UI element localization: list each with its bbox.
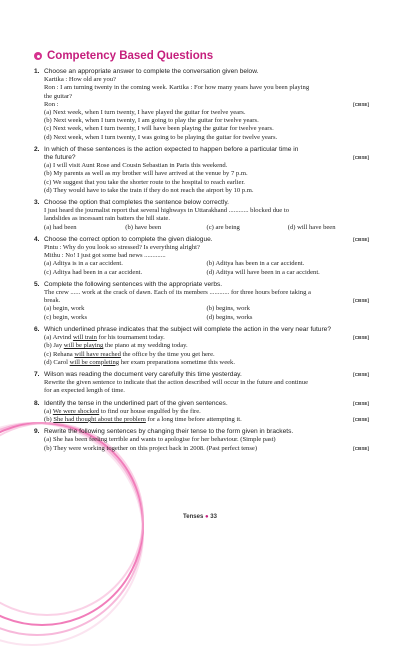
option-c: (c) Rehana will have reached the office by the time you get here. [44,350,215,358]
dialogue-line: Kartika : How old are you? [44,76,116,84]
sentence-line: The crew ...... work at the crack of dawn. Each of its members ............ for three hours before taking a [44,289,311,297]
dialogue-line: the guitar? [44,92,73,100]
question-4 [34,236,369,277]
cbse-tag: [CBSE] [353,400,369,406]
cbse-tag: [CBSE] [353,298,369,304]
option-c: (c) Next week, when I turn twenty, I will have been playing the guitar for twelve years. [44,125,274,133]
question-text: Choose the option that completes the sentence below correctly. [44,199,229,207]
question-8 [34,400,369,425]
question-number: 8. [34,399,40,407]
chapter-name: Tenses [183,514,204,520]
dialogue-line: Pintu : Why do you look so stressed? Is everything alright? [44,244,200,252]
option-b: (b) My parents as well as my brother will have arrived at the venue by 7 p.m. [44,170,248,178]
question-number: 3. [34,199,40,207]
page-footer [0,514,400,520]
option-b: (b) begins, work [206,305,250,313]
option-a: (a) Aditya is in a car accident. [44,260,123,268]
cbse-tag: [CBSE] [353,335,369,341]
question-text: Rewrite the following sentences by changing their tense to the form given in brackets. [44,428,294,436]
page-number: 33 [210,514,217,520]
option-a: (a) had been [44,223,77,231]
question-number: 4. [34,235,40,243]
dialogue-line: Ron : I am turning twenty in the coming week. Kartika : For how many years have you been playing [44,84,310,92]
question-text: In which of these sentences is the action expected to happen before a particular time in [44,145,299,153]
section-title: Competency Based Questions [47,50,214,62]
option-a: (a) We were shocked to find our house engulfed by the fire. [44,407,201,415]
option-c: (c) We suggest that you take the shorter route to the hospital to reach earlier. [44,178,245,186]
option-b: (b) Aditya has been in a car accident. [206,260,305,268]
cbse-tag: [CBSE] [353,371,369,377]
option-b: (b) She had thought about the problem for a long time before attempting it. [44,415,242,423]
dialogue-line: Mithu : No! I just got some bad news ............. [44,252,166,260]
option-d: (d) will have been [287,223,336,231]
question-3 [34,199,369,232]
question-number: 9. [34,428,40,436]
sentence-line: landslides as incessant rain batters the hill state. [44,215,170,223]
cbse-tag: [CBSE] [353,155,369,161]
question-text: Wilson was reading the document very carefully this time yesterday. [44,370,242,378]
sentence-line: break. [44,297,61,305]
decorative-arc [0,422,144,636]
worksheet [34,50,369,453]
cbse-tag: [CBSE] [353,236,369,242]
question-number: 2. [34,145,40,153]
cbse-tag: [CBSE] [353,416,369,422]
option-b: (b) They were working together on this project back in 2008. (Past perfect tense) [44,444,258,452]
question-9 [34,428,369,453]
question-text: Which underlined phrase indicates that the subject will complete the action in the very near future? [44,325,331,333]
option-d: (d) Carol will be completing her exam preparations sometime this week. [44,358,235,366]
option-a: (a) Arvind will train for his tournament today. [44,334,165,342]
option-d: (d) begins, works [206,313,253,321]
option-b: (b) Jay will be playing the piano at my wedding today. [44,342,188,350]
option-d: (d) They would have to take the train if they do not reach the airport by 10 p.m. [44,186,254,194]
question-number: 5. [34,280,40,288]
question-text: Choose an appropriate answer to complete the conversation given below. [44,68,259,75]
footer-dot-icon: ● [204,514,209,520]
option-d: (d) Next week, when I turn twenty, I was going to be playing the guitar for twelve years. [44,133,278,141]
option-c: (c) begin, works [44,313,88,321]
instruction-line: for an expected length of time. [44,387,125,395]
instruction-line: Rewrite the given sentence to indicate that the action described will occur in the future and continue [44,379,309,387]
option-b: (b) have been [125,223,162,231]
question-number: 1. [34,68,40,75]
bullet-icon [34,52,42,60]
cbse-tag: [CBSE] [353,101,369,107]
option-d: (d) Aditya will have been in a car accident. [206,268,320,276]
option-c: (c) Aditya had been in a car accident. [44,268,143,276]
option-c: (c) are being [206,223,240,231]
question-6 [34,326,369,367]
question-2 [34,146,369,195]
question-text: Complete the following sentences with the appropriate verbs. [44,280,223,288]
question-text: the future? [44,154,76,162]
decorative-arc [0,422,144,646]
dialogue-line: Ron : [44,100,59,108]
option-a: (a) I will visit Aunt Rose and Cousin Sebastian in Paris this weekend. [44,162,228,170]
question-5 [34,281,369,322]
question-7 [34,371,369,396]
question-1 [34,68,369,142]
question-text: Choose the correct option to complete the given dialogue. [44,235,213,243]
question-text: Identify the tense in the underlined part of the given sentences. [44,399,228,407]
question-number: 6. [34,325,40,333]
option-a: (a) She has been feeling terrible and wants to apologise for her behaviour. (Simple past) [44,436,276,444]
section-header [34,50,369,62]
option-a: (a) begin, work [44,305,85,313]
option-a: (a) Next week, when I turn twenty, I have played the guitar for twelve years. [44,109,246,117]
cbse-tag: [CBSE] [353,445,369,451]
sentence-line: I just heard the journalist report that several highways in Uttarakhand ............ blocked due to [44,207,290,215]
option-b: (b) Next week, when I turn twenty, I am going to play the guitar for twelve years. [44,117,259,125]
question-number: 7. [34,370,40,378]
